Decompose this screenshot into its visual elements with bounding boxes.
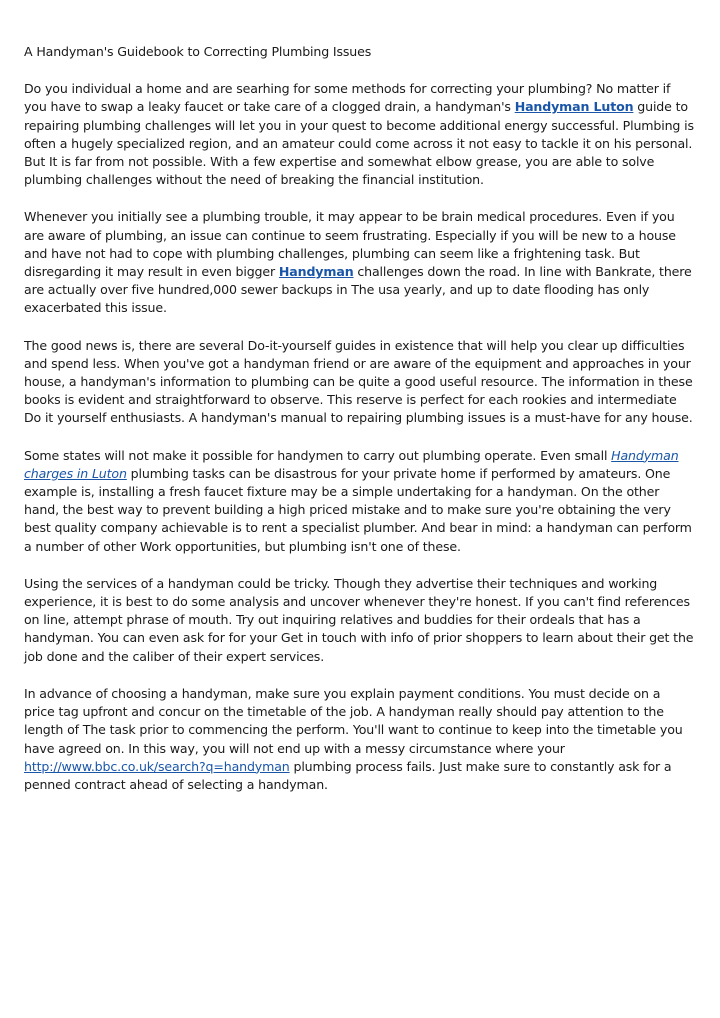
link-handyman-charges-in-luton[interactable]: Handyman charges in Luton xyxy=(24,447,679,481)
paragraph-text: Whenever you initially see a plumbing trouble, it may appear to be brain medical procedures. Even if you are aware of plumbing, an issue can continue to seem frustrating. Especially if you will be new to a house and have not had to cope with plumbing challenges, plumbing can seem like a frightening task. But disregarding it may result in even bigger xyxy=(24,209,676,280)
paragraph-text: In advance of choosing a handyman, make sure you explain payment conditions. You must decide on a price tag upfront and concur on the timetable of the job. A handyman really should pay attention to the length of The task prior to commencing the perform. You'll want to continue to keep into the timetable you have agreed on. In this way, you will not end up with a messy circumstance where your xyxy=(24,685,683,756)
paragraph-5 xyxy=(24,575,694,666)
paragraph-text: plumbing tasks can be disastrous for your private home if performed by amateurs. One example is, installing a fresh faucet fixture may be a simple undertaking for a handyman. On the other hand, the best way to prevent building a high priced mistake and to make sure you're obtaining the very best quality company achievable is to rent a specialist plumber. And bear in mind: a handyman can perform a number of other Work opportunities, but plumbing isn't one of these. xyxy=(24,465,692,554)
paragraph-1 xyxy=(24,80,694,189)
paragraph-text: Some states will not make it possible for handymen to carry out plumbing operate. Even small xyxy=(24,447,612,463)
paragraph-6 xyxy=(24,685,694,794)
paragraph-4 xyxy=(24,447,694,556)
paragraph-text: Using the services of a handyman could be tricky. Though they advertise their techniques and working experience, it is best to do some analysis and uncover whenever they're honest. If you can't find references on line, attempt phrase of mouth. Try out inquiring relatives and buddies for their ordeals that has a handyman. You can even ask for for your Get in touch with info of prior shoppers to learn about their get the job done and the caliber of their expert services. xyxy=(24,575,694,664)
paragraph-text: The good news is, there are several Do-it-yourself guides in existence that will help you clear up difficulties and spend less. When you've got a handyman friend or are aware of the equipment and approaches in your house, a handyman's information to plumbing can be quite a good useful resource. The information in these books is evident and straightforward to observe. This reserve is perfect for each rookies and intermediate Do it yourself enthusiasts. A handyman's manual to repairing plumbing issues is a must-have for any house. xyxy=(24,337,693,426)
document-body xyxy=(24,43,694,813)
paragraph-text: plumbing process fails. Just make sure to constantly ask for a penned contract ahead of selecting a handyman. xyxy=(24,758,672,792)
paragraph-2 xyxy=(24,208,694,317)
paragraph-3 xyxy=(24,337,694,428)
link-handyman[interactable]: Handyman xyxy=(278,264,354,280)
paragraph-text: guide to repairing plumbing challenges will let you in your quest to become additional energy successful. Plumbing is often a hugely specialized region, and an amateur could come across it not easy to tackle it on his personal. But It is far from not possible. With a few expertise and somewhat elbow grease, you are able to solve plumbing challenges without the need of breaking the financial institution. xyxy=(24,99,694,188)
page-title: A Handyman's Guidebook to Correcting Plumbing Issues xyxy=(24,44,372,59)
link-bbc-search[interactable]: http://www.bbc.co.uk/search?q=handyman xyxy=(24,758,290,774)
paragraph-text: Do you individual a home and are searhing for some methods for correcting your plumbing? No matter if you have to swap a leaky faucet or take care of a clogged drain, a handyman's xyxy=(24,81,671,115)
paragraph-text: challenges down the road. In line with Bankrate, there are actually over five hundred,000 sewer backups in The usa yearly, and up to date flooding has only exacerbated this issue. xyxy=(24,264,692,316)
link-handyman-luton[interactable]: Handyman Luton xyxy=(514,99,634,115)
